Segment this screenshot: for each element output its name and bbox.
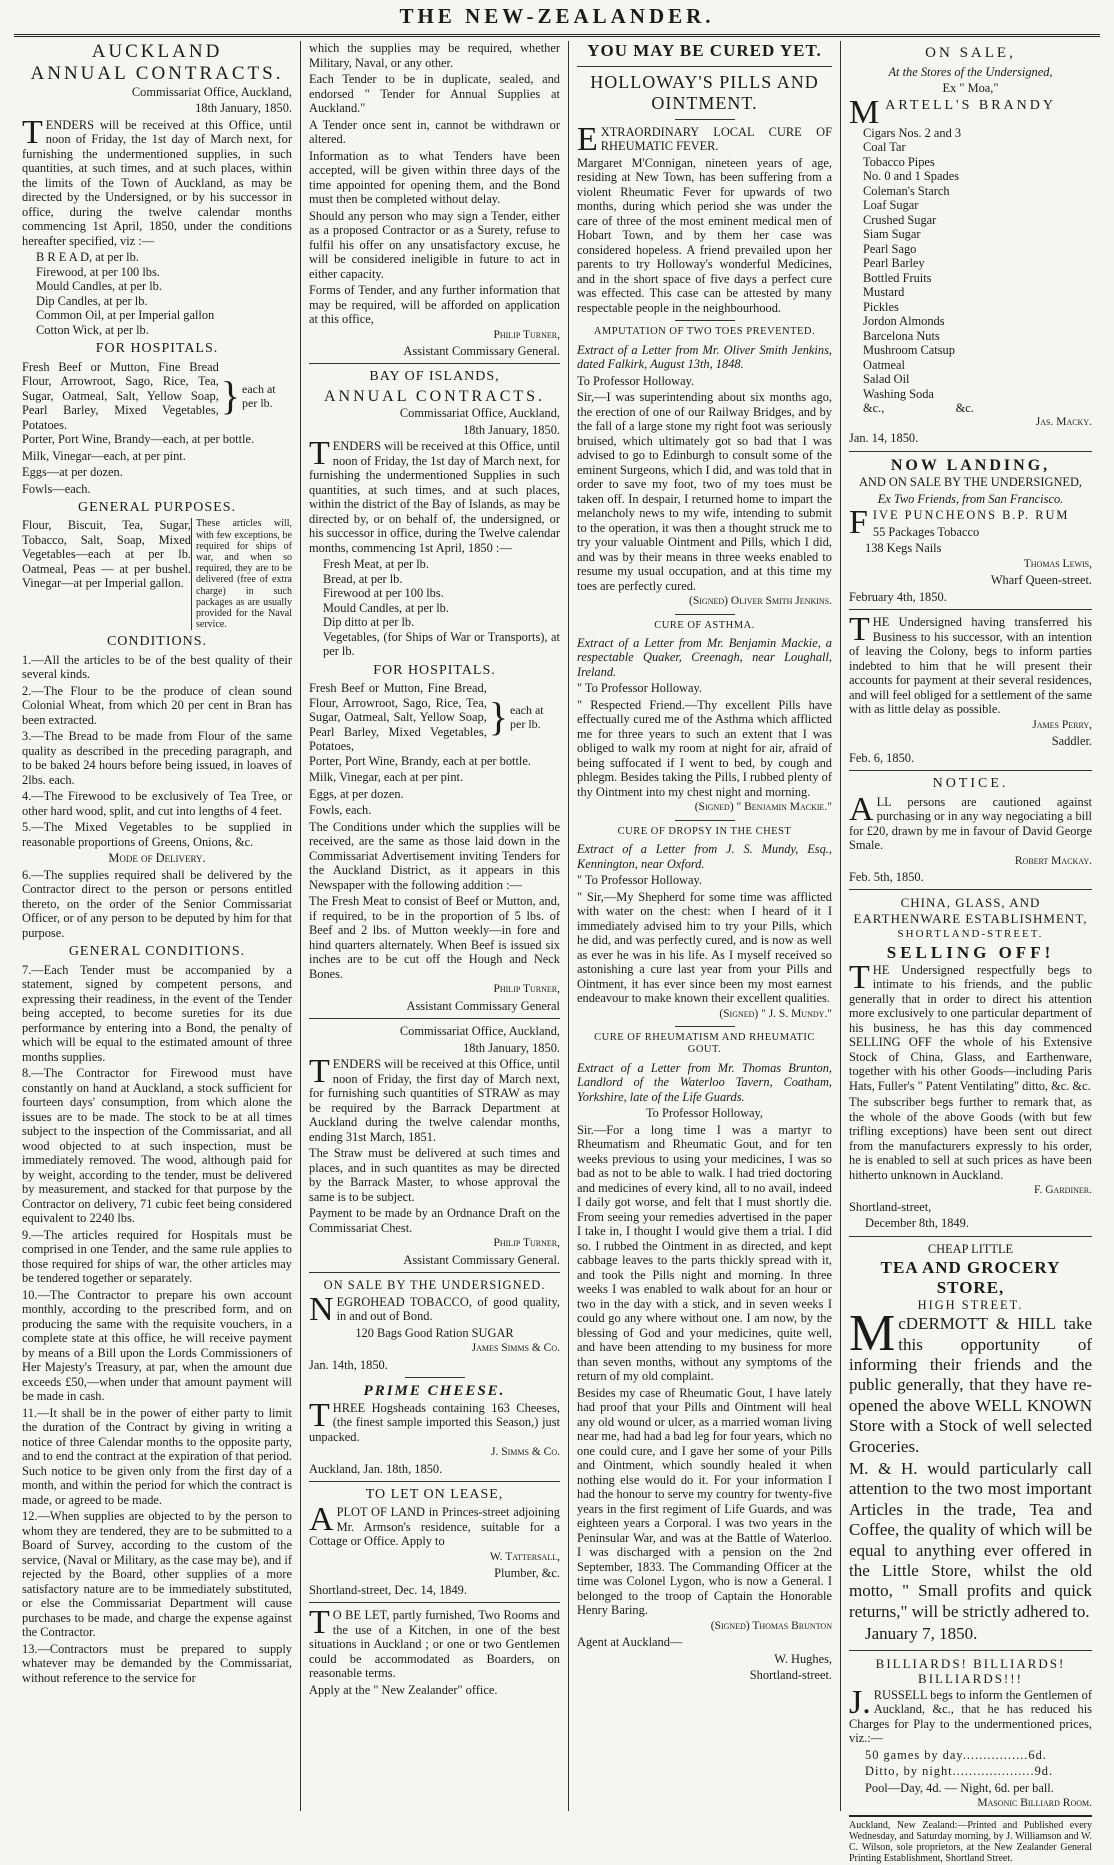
masthead-rule (14, 34, 1100, 37)
general-condition-item: 7.—Each Tender must be accompanied by a statement, signed by competent persons, and expressing their readiness, in the event of the Tender being accepted, to become sureties for its due performance by entering into a Bond, the penalty of which will be equal to the estimated amount of three months supplies. (22, 962, 292, 1064)
agent-address: Shortland-street. (749, 1668, 832, 1683)
ad-date: December 8th, 1849. (865, 1216, 969, 1231)
billiards-body: J.RUSSELL begs to inform the Gentlemen of Auckland, &c., that he has reduced his Charges for Play to the undermentioned prices, viz.:— (849, 1683, 1092, 1746)
amputation-heading: AMPUTATION OF TWO TOES PREVENTED. (593, 326, 816, 338)
office-date: 18th January, 1850. (463, 1040, 560, 1055)
sale-item: Crushed Sugar (863, 212, 937, 227)
letter-salutation: " To Professor Holloway. (577, 873, 702, 888)
notice-body: ALL persons are cautioned against purchasing or in any way negociating a bill for £20, drawn by me in favour of David George Smale. (849, 790, 1092, 852)
signature-title: Assistant Commissary General (406, 998, 560, 1013)
column-1 (14, 41, 300, 1811)
hospitals-heading: FOR HOSPITALS. (95, 341, 219, 357)
divider (675, 1026, 735, 1027)
grocery-store-heading: TEA AND GROCERY STORE, (880, 1258, 1061, 1297)
hospitals-items: Fresh Beef or Mutton, Fine Bread Flour, Arrowroot, Sago, Rice, Tea, Sugar, Oatmeal, Salt, Yellow Soap, Pearl Barley, Mixed Vegetables, Potatoes. (22, 359, 219, 432)
divider (309, 1272, 560, 1273)
selling-off-heading: SELLING OFF! (886, 942, 1055, 962)
holloway-subheading: EXTRAORDINARY LOCAL CURE OF RHEUMATIC FEVER. (577, 120, 832, 158)
sale-item: Siam Sugar (863, 227, 921, 242)
holloway-heading: HOLLOWAY'S PILLS AND OINTMENT. (590, 71, 819, 113)
hospitals-extra: Porter, Port Wine, Brandy—each, at per bottle. (22, 432, 255, 447)
asthma-letter: " Respected Friend.—Thy excellent Pills have effectually cured me of the Asthma which afflicted me for three years to such an extent that I was obliged to walk my room at night for air, afraid of being suffocated if I went to bed, by cough and phlegm. Besides taking the Pills, I rubbed plenty of thy Ointment into my chest night and morning. (577, 697, 832, 799)
tender-paragraph: A Tender once sent in, cannot be withdrawn or altered. (309, 117, 560, 146)
auckland-title: AUCKLAND (91, 41, 223, 62)
sugar-line: 120 Bags Good Ration SUGAR (355, 1325, 514, 1340)
signature: Philip Turner, (493, 1237, 560, 1250)
hospitals-price: each at per lb. (242, 381, 276, 410)
ad-date: February 4th, 1850. (849, 589, 947, 604)
divider (675, 119, 735, 120)
signature-title: Saddler. (1051, 734, 1092, 749)
annual-contracts-title: ANNUAL CONTRACTS. (30, 62, 284, 84)
sale-item: Coleman's Starch (863, 183, 950, 198)
gout-letter: Sir.—For a long time I was a martyr to Rheumatism and Rheumatic Gout, and for ten weeks previous to using your medicines, I was so bad as not to be able to walk. I had tried doctoring and medicines of every kind, all to no avail, indeed I daily got worse, and felt that I must shortly die. From seeing your remedies advertised in the paper I take in, I thought I would give them a trial. I did so. I rubbed the Ointment in as directed, and kept cabbage leaves to the parts thickly spread with it, and took the Pills night and morning. In three weeks I was enabled to walk about for an hour or two in the day with a stick, and in seven weeks I could go any where without one. I am now, by the blessing of God and your medicines, quite well, and have been attending to my business for more than seven months, without any symptoms of the return of my old complaint. (577, 1122, 832, 1384)
conditions-heading: CONDITIONS. (106, 634, 208, 650)
ad-date: Jan. 14, 1850. (849, 431, 919, 445)
supply-item: Mould Candles, at per lb. (323, 600, 449, 615)
hospitals-extra: Eggs, at per dozen. (309, 786, 404, 801)
gout-heading: CURE OF RHEUMATISM AND RHEUMATIC GOUT. (594, 1032, 815, 1056)
cured-yet-heading: YOU MAY BE CURED YET. (587, 41, 822, 60)
sale-item: Mushroom Catsup (863, 343, 955, 358)
general-condition-item: 13.—Contractors must be prepared to supply whatever may be demanded by the Commissariat, without reference to the service for (22, 1641, 292, 1685)
printer-imprint: Auckland, New Zealand:—Printed and Published every Wednesday, and Saturday morning, by J. Williamson and W. C. Wilson, sole proprietors, at the New Zealander General Printing Establishment, Shortland Street. (849, 1815, 1092, 1865)
column-4 (840, 41, 1100, 1865)
hospitals-brace (22, 360, 292, 433)
divider (849, 609, 1092, 610)
signature: Masonic Billiard Room. (977, 1797, 1092, 1810)
brace-glyph: } (488, 694, 508, 740)
amputation-extract: Extract of a Letter from Mr. Oliver Smith Jenkins, dated Falkirk, August 13th, 1848. (577, 342, 832, 372)
hospitals-extra: Eggs—at per dozen. (22, 465, 123, 480)
on-sale-heading: ON SALE BY THE UNDERSIGNED. (323, 1278, 546, 1292)
billiards-price: Pool—Day, 4d. — Night, 6d. per ball. (865, 1780, 1054, 1795)
general-condition-item: 11.—It shall be in the power of either party to limit the duration of the Contract by giving in writing a notice of three Calendar months to the opposite party, and to end the contract at the expiration of that period. Such notice to be given only from the first day of a month, and within the period for which the contract is made, or agreed to be made. (22, 1405, 292, 1507)
signature-title: Assistant Commissary General. (403, 1252, 560, 1267)
straw-intro: TENDERS will be received at this Office, until noon of Friday, the first day of March next, for furnishing such quantities of STRAW as may be required by the Barrack Department at Auckland during the twelve calendar months, ending 31st March, 1851. (309, 1053, 560, 1144)
supply-item: Dip ditto at per lb. (323, 615, 415, 630)
office-line: Commissariat Office, Auckland, (399, 1024, 560, 1039)
bay-hospitals-heading: FOR HOSPITALS. (373, 662, 496, 678)
tender-intro: TENDERS will be received at this Office, until noon of Friday, the 1st day of March next, for furnishing the undermentioned supplies, in such quantities, at such times, and at such places, within the limits of the Town of Auckland, as may be directed by the Undersigned, or by his successor in office, during the twelve calendar months commencing 1st April, 1850, under the conditions hereafter specified, viz :— (22, 113, 292, 248)
sale-item: Washing Soda (863, 386, 934, 401)
gout-extract: Extract of a Letter from Mr. Thomas Brunton, Landlord of the Waterloo Tavern, Coatham, Yorkshire, late of the Life Guards. (577, 1060, 832, 1104)
general-purposes-block (22, 518, 292, 630)
sale-item: Pickles (863, 299, 899, 314)
ad-date: January 7, 1850. (865, 1624, 978, 1644)
divider (849, 1650, 1092, 1651)
on-sale-heading: ON SALE, (925, 45, 1016, 61)
holloway-paragraph: Margaret M'Connigan, nineteen years of age, residing at New Town, has been suffering from a violent Rheumatic Fever for upwards of two months, during which period she was under the care of three of the most eminent medical men of Hobart Town, and by them her case was considered hopeless. A friend prevailed upon her parents to try Holloway's wonderful Medicines, and in the short space of five days a perfect cure was effected. This case can be attested by many respectable people in the neighbourhood. (577, 155, 832, 315)
supply-item: Bread, at per lb. (323, 571, 403, 586)
cheese-ad: THREE Hogsheads containing 163 Cheeses, (the finest sample imported this Season,) just unpacked. (309, 1396, 560, 1444)
billiards-heading: BILLIARDS! BILLIARDS! BILLIARDS!!! (875, 1655, 1066, 1686)
gout-letter-continued: Besides my case of Rheumatic Gout, I have lately had proof that your Pills and Ointment will heal any old wound or ulcer, as a married woman living near me, had had a bad leg for four years, which no one could cure, and I gave her some of your Pills and Ointment, which soundly healed it when nothing else would do it. For your information I had the honour to serve my country for twenty-five years in the first regiment of Life Guards, and was eighteen years a Corporal. I was two years in the Peninsular War, and was at the Battle of Waterloo. I was discharged with a pension on the 2nd September, 1833. The Commanding Officer at the time was Colonel Lygon, who is now a General. I belonged to the troop of Captain the Honorable Henry Baring. (577, 1385, 832, 1618)
supply-item: Firewood, at per 100 lbs. (36, 264, 160, 279)
land-ad: APLOT OF LAND in Princes-street adjoining Mr. Armson's residence, suitable for a Cottage or Office. Apply to (309, 1501, 560, 1549)
hospitals-extra: Porter, Port Wine, Brandy, each at per bottle. (309, 753, 531, 768)
agent-line: Agent at Auckland— (577, 1635, 683, 1650)
dropsy-letter: " Sir,—My Shepherd for some time was afflicted with water on the chest: when I heard of it I immediately advised him to try your Pills, which he did, and was perfectly cured, and is now as well as ever he was in his life. As I myself received so astonishing a cure last year from your Pills and Ointment, it has ever since been my most earnest endeavour to make known their excellent qualities. (577, 889, 832, 1006)
sale-item: Pearl Barley (863, 256, 925, 271)
divider (849, 1236, 1092, 1237)
office-date: 18th January, 1850. (195, 101, 292, 116)
dropsy-extract: Extract of a Letter from J. S. Mundy, Esq., Kennington, near Oxford. (577, 842, 832, 871)
ad-date: Jan. 14th, 1850. (309, 1357, 388, 1372)
bay-conditions: The Conditions under which the supplies will be received, are the same as those laid down in the Commissariat Advertisement inviting Tenders for the Auckland District, as it appears in this Newspaper with the following addition :— (309, 819, 560, 892)
divider (577, 66, 832, 67)
stores-line: At the Stores of the Undersigned, (888, 64, 1053, 79)
agent-name: W. Hughes, (774, 1651, 832, 1666)
rum-line: FIVE PUNCHEONS B.P. RUM (849, 504, 1070, 542)
column-3 (568, 41, 840, 1811)
apply-line: Apply at the " New Zealander" office. (309, 1682, 498, 1697)
sale-item: Bottled Fruits (863, 270, 932, 285)
landing-item: 55 Packages Tobacco (872, 524, 980, 539)
office-line: Commissariat Office, Auckland, (399, 406, 560, 421)
condition-item: 2.—The Flour to be the produce of clean sound Colonial Wheat, from which 20 per cent in Bran has been extracted. (22, 683, 292, 727)
signature: W. Tattersall, (489, 1550, 560, 1563)
bay-contracts-title: ANNUAL CONTRACTS. (323, 387, 546, 405)
general-purposes-note: These articles will, with few exceptions, be required for ships of war, and when so required, they are to be delivered (free of extra charge) in such packages as are usually provided for the Naval service. (191, 518, 292, 630)
signature-title: Plumber, &c. (494, 1566, 560, 1581)
condition-item: 4.—The Firewood to be exclusively of Tea Tree, or other hard wood, split, and cut into lengths of 4 feet. (22, 789, 292, 818)
asthma-extract: Extract of a Letter from Mr. Benjamin Mackie, a respectable Quaker, Creenagh, near Loughall, Ireland. (577, 635, 832, 679)
dropsy-heading: CURE OF DROPSY IN THE CHEST (617, 825, 792, 837)
brandy-line: MARTELL'S BRANDY (849, 93, 1056, 131)
mode-of-delivery-heading: Mode of Delivery. (108, 851, 206, 866)
divider (849, 451, 1092, 452)
hospitals-extra: Milk, Vinegar—each, at per pint. (22, 448, 186, 463)
mcdermott-ad (849, 1305, 1092, 1644)
sale-item: Cigars Nos. 2 and 3 (863, 125, 962, 140)
condition-item: 6.—The supplies required shall be delivered by the Contractor direct to the person or persons entitled thereto, on the order of the Senior Commissariat Officer, or of any person to be deputed by him for that purpose. (22, 867, 292, 940)
letter-salutation: " To Professor Holloway. (577, 681, 702, 696)
rooms-ad: TO BE LET, partly furnished, Two Rooms and the use of a Kitchen, in one of the best situations in Auckland ; or one or two Gentlemen could be accommodated as Boarders, on reasonable terms. (309, 1604, 560, 1681)
china-heading: CHINA, GLASS, AND EARTHENWARE ESTABLISHMENT, (853, 895, 1088, 926)
supply-item: B R E A D, at per lb. (36, 250, 139, 265)
landing-sub: AND ON SALE BY THE UNDERSIGNED, (858, 475, 1083, 490)
signature: Thomas Lewis, (1023, 557, 1092, 570)
sale-item: No. 0 and 1 Spades (863, 169, 960, 184)
signature: Philip Turner, (493, 328, 560, 341)
continued-text: which the supplies may be required, whether Military, Naval, or any other. (309, 41, 560, 70)
china-street: SHORTLAND-STREET. (897, 927, 1044, 940)
landing-item: 138 Kegs Nails (865, 541, 942, 556)
tender-paragraph: Forms of Tender, and any further information that may be required, will be afforded on application at this office, (309, 283, 560, 326)
general-condition-item: 9.—The articles required for Hospitals must be comprised in one Tender, and the same rule applies to those required for ships of war, the other articles may be tendered together or separately. (22, 1227, 292, 1286)
ad-date: Feb. 6, 1850. (849, 750, 915, 765)
letter-salutation: To Professor Holloway. (577, 373, 695, 388)
signature-title: Assistant Commissary General. (403, 343, 560, 358)
ad-date: Shortland-street, Dec. 14, 1849. (309, 1582, 467, 1597)
supply-item: Firewood at per 100 lbs. (323, 586, 444, 601)
bay-intro: TENDERS will be received at this Office, until noon of Friday, the 1st day of March next, for furnishing the undermentioned Supplies in such quantities, at such times, and at such places, within the district of the Bay of Islands, as may be directed by, or on behalf of, the undersigned, or his successor in office, during the Twelve calendar months, commencing 1st April, 1850 :— (309, 435, 560, 555)
divider (309, 1481, 560, 1482)
column-2 (300, 41, 568, 1811)
straw-paragraph: The Straw must be delivered at such times and places, and in such quantites as may be directed by the Barrack Master, to whose approval the same is to be subject. (309, 1146, 560, 1204)
general-condition-item: 10.—The Contractor to prepare his own account monthly, according to the prescribed form, and on producing the same with the requisite vouchers, in a complete state at this office, he will receive payment by means of a Bill upon the Lords Commissioners of Her Majesty's Treasury, at par, when the amount due exceeds £50,—when under that amount payment will be made in cash. (22, 1287, 292, 1404)
bay-meat: The Fresh Meat to consist of Beef or Mutton, and, if required, to be in the proportion of 5 lbs. of Beef and 2 lbs. of Mutton weekly—in fore and hind quarters alternately. When Beef is issued six inches are to be cut off the Hough and Neck Bones. (309, 894, 560, 981)
mcdermott-body-2: M. & H. would particularly call attention to the two most important Articles in the trade, Tea and Coffee, the quality of which will be equal to anything ever offered in the Little Store, whilst the old motto, " Small profits and quick returns," will be strictly adhered to. (849, 1459, 1092, 1621)
selling-address: Shortland-street, (849, 1199, 932, 1214)
landing-ex: Ex Two Friends, from San Francisco. (877, 491, 1064, 506)
tobacco-ad: NEGROHEAD TOBACCO, of good quality, in and out of Bond. (309, 1290, 560, 1328)
sale-item: Coal Tar (863, 140, 906, 155)
signature: (Signed) " J. S. Mundy." (719, 1007, 832, 1020)
signature: (Signed) Thomas Brunton (710, 1619, 832, 1632)
ad-date: Auckland, Jan. 18th, 1850. (309, 1461, 443, 1476)
signature: (Signed) Oliver Smith Jenkins. (689, 595, 832, 608)
signature: Philip Turner, (493, 983, 560, 996)
to-let-heading: TO LET ON LEASE, (365, 1487, 504, 1503)
divider (675, 820, 735, 821)
now-landing-heading: NOW LANDING, (890, 456, 1051, 474)
mcdermott-body: McDERMOTT & HILL take this opportunity of informing their friends and the public generally, that they have re-opened the above WELL KNOWN Store with a Stock of well selected Groceries. (849, 1305, 1092, 1456)
supplies-list (22, 250, 292, 337)
brace-glyph: } (220, 372, 240, 418)
asthma-heading: CURE OF ASTHMA. (654, 619, 755, 631)
supply-item: Common Oil, at per Imperial gallon (36, 308, 215, 323)
supply-item: Fresh Meat, at per lb. (323, 557, 429, 572)
sale-item: Oatmeal (863, 357, 905, 372)
tender-paragraph: Each Tender to be in duplicate, sealed, and endorsed " Tender for Annual Supplies at Auckland." (309, 72, 560, 115)
perry-notice: THE Undersigned having transferred his Business to his successor, with an intention of leaving the Colony, begs to inform parties indebted to him that he will present their accounts for payment at their several residences, and will feel obliged for a settlement of the same with as little delay as possible. (849, 611, 1092, 717)
bay-hospitals-brace (309, 681, 560, 754)
signature: J. Simms & Co. (491, 1446, 560, 1459)
sale-item: Loaf Sugar (863, 198, 919, 213)
signature: F. Gardiner. (1034, 1184, 1092, 1197)
general-condition-item: 8.—The Contractor for Firewood must have constantly on hand at Auckland, a stock sufficient for fourteen days' consumption, from which alone the issues are to be made. The stock to be at all times subject to the inspection of the Commissariat, and all wood objected to at such inspection, must be immediately removed. The wood, although paid for by weight, according to the tender, must be delivered by measurement, and stacked for that purpose by the Contractor on delivery, 71 cubic feet being considered equivalent to 2240 lbs. (22, 1066, 292, 1226)
hospitals-extra: Fowls—each. (22, 481, 91, 496)
straw-paragraph: Payment to be made by an Ordnance Draft on the Commissariat Chest. (309, 1206, 560, 1235)
sale-item: Salad Oil (863, 372, 910, 387)
general-purposes-items: Flour, Biscuit, Tea, Sugar, Tobacco, Salt, Soap, Mixed Vegetables—each at per lb. Oatmeal, Peas — at per bushel. Vinegar—at per Imperial gallon. (22, 518, 191, 591)
bay-hospitals-items: Fresh Beef or Mutton, Fine Bread, Flour, Arrowroot, Sago, Rice, Tea, Sugar, Oatmeal, Salt, Yellow Soap, Pearl Barley, Mixed Vegetables, Potatoes, (309, 681, 487, 754)
sale-item: Barcelona Nuts (863, 328, 940, 343)
divider (309, 1018, 560, 1019)
billiards-price: 50 games by day................6d. (865, 1747, 1047, 1762)
bay-supplies-list (309, 557, 560, 659)
notice-heading: NOTICE. (932, 776, 1009, 792)
supply-item: Dip Candles, at per lb. (36, 293, 148, 308)
general-condition-item: 12.—When supplies are objected to by the person to whom they are tendered, they are to be submitted to a Board of Survey, according to the custom of the service, (Naval or Military, as the case may be), and if rejected by the Board, other supplies of a more satisfactory nature are to be immediately substituted, or else the Commissariat Department will cause purchases to be made, and charge the expense against the Contractor. (22, 1509, 292, 1640)
divider (675, 614, 735, 615)
ex-moa-line: Ex " Moa," (942, 81, 999, 96)
signature: James Perry, (1032, 718, 1092, 731)
sale-item: Tobacco Pipes (863, 154, 935, 169)
signature: James Simms & Co. (471, 1342, 560, 1355)
sale-item: &c., &c. (863, 401, 974, 416)
signature-title: Wharf Queen-street. (990, 573, 1092, 588)
divider (309, 363, 560, 364)
signature: Robert Mackay. (1014, 854, 1092, 867)
sale-item: Pearl Sago (863, 241, 917, 256)
sale-item: Jordon Almonds (863, 314, 945, 329)
general-purposes-heading: GENERAL PURPOSES. (77, 500, 237, 516)
hospitals-extra: Fowls, each. (309, 803, 372, 818)
tender-paragraph: Should any person who may sign a Tender, either as a proposed Contractor or as a Surety, refuse to fulfil his offer on any unsatisfactory excuse, he will be considered ineligible in future to act in either capacity. (309, 208, 560, 281)
divider (849, 889, 1092, 890)
bay-hospitals-price: each at per lb. (510, 703, 544, 732)
sale-item: Mustard (863, 285, 905, 300)
condition-item: 3.—The Bread to be made from Flour of the same quality as described in the preceding paragraph, and to be baked 24 hours before being issued, in loaves of 2lbs. each. (22, 729, 292, 787)
prime-cheese-heading: PRIME CHEESE. (363, 1383, 506, 1400)
hospitals-extra: Milk, Vinegar, each at per pint. (309, 770, 464, 785)
masthead: THE NEW-ZEALANDER. (399, 4, 715, 28)
supply-item: Cotton Wick, at per lb. (36, 322, 149, 337)
columns (14, 41, 1100, 1865)
bay-of-islands-title: BAY OF ISLANDS, (369, 369, 500, 385)
office-line: Commissariat Office, Auckland, (131, 84, 292, 99)
divider (849, 770, 1092, 771)
selling-body: THE Undersigned respectfully begs to intimate to his friends, and the public generally that in order to direct his attention more exclusively to one particular department of his business, he has this day commenced SELLING OFF the whole of his Extensive Stock of China, Glass, and Earthenware, together with his other Goods—including Paris Hats, Fuller's " Patent Ventilating" ditto, &c. &c. (849, 958, 1092, 1093)
high-street: HIGH STREET. (917, 1297, 1024, 1312)
divider (405, 1377, 465, 1378)
supply-item: Vegetables, (for Ships of War or Transports), at per lb. (323, 629, 560, 659)
supply-item: Mould Candles, at per lb. (36, 279, 162, 294)
amputation-letter: Sir,—I was superintending about six months ago, the erection of one of our Railway Bridges, and by the fall of a large stone my right foot was seriously bruised, which ultimately got so bad that I was advised to go to Edinburgh to consult some of the eminent Surgeons, which I did, and was told that in order to save my foot, two of my toes must be taken off. In despair, I returned home to impart the melancholy news to my wife, intending to submit to the operation, it was then a thought struck me to try your valuable Ointment and Pills, which I did, and was by their means in three weeks enabled to resume my usual occupation, and at this time my toes are perfectly cured. (577, 390, 832, 593)
divider (675, 320, 735, 321)
selling-body-2: The subscriber begs further to remark that, as the whole of the above Goods (with but few trifling exceptions) have been sent out direct from the manufacturers expressly to his order, he is enabled to sell at such prices as have been hitherto unknown in Auckland. (849, 1095, 1092, 1182)
signature: Jas. Macky. (1035, 415, 1092, 428)
condition-item: 1.—All the articles to be of the best quality of their several kinds. (22, 652, 292, 682)
billiards-price: Ditto, by night....................9d. (865, 1764, 1054, 1779)
sale-items-list (849, 126, 1092, 416)
general-conditions-heading: GENERAL CONDITIONS. (68, 944, 246, 960)
divider (309, 1602, 560, 1603)
cheap-little-heading: CHEAP LITTLE (927, 1241, 1014, 1256)
letter-salutation: To Professor Holloway, (645, 1106, 764, 1121)
signature: (Signed) " Benjamin Mackie." (694, 801, 832, 814)
tender-paragraph: Information as to what Tenders have been accepted, will be given within three days of the time appointed for opening them, and the Bond must then be completed without delay. (309, 148, 560, 206)
condition-item: 5.—The Mixed Vegetables to be supplied in reasonable proportions of Greens, Onions, &c. (22, 820, 292, 849)
ad-date: Feb. 5th, 1850. (849, 869, 924, 884)
office-date: 18th January, 1850. (463, 422, 560, 437)
